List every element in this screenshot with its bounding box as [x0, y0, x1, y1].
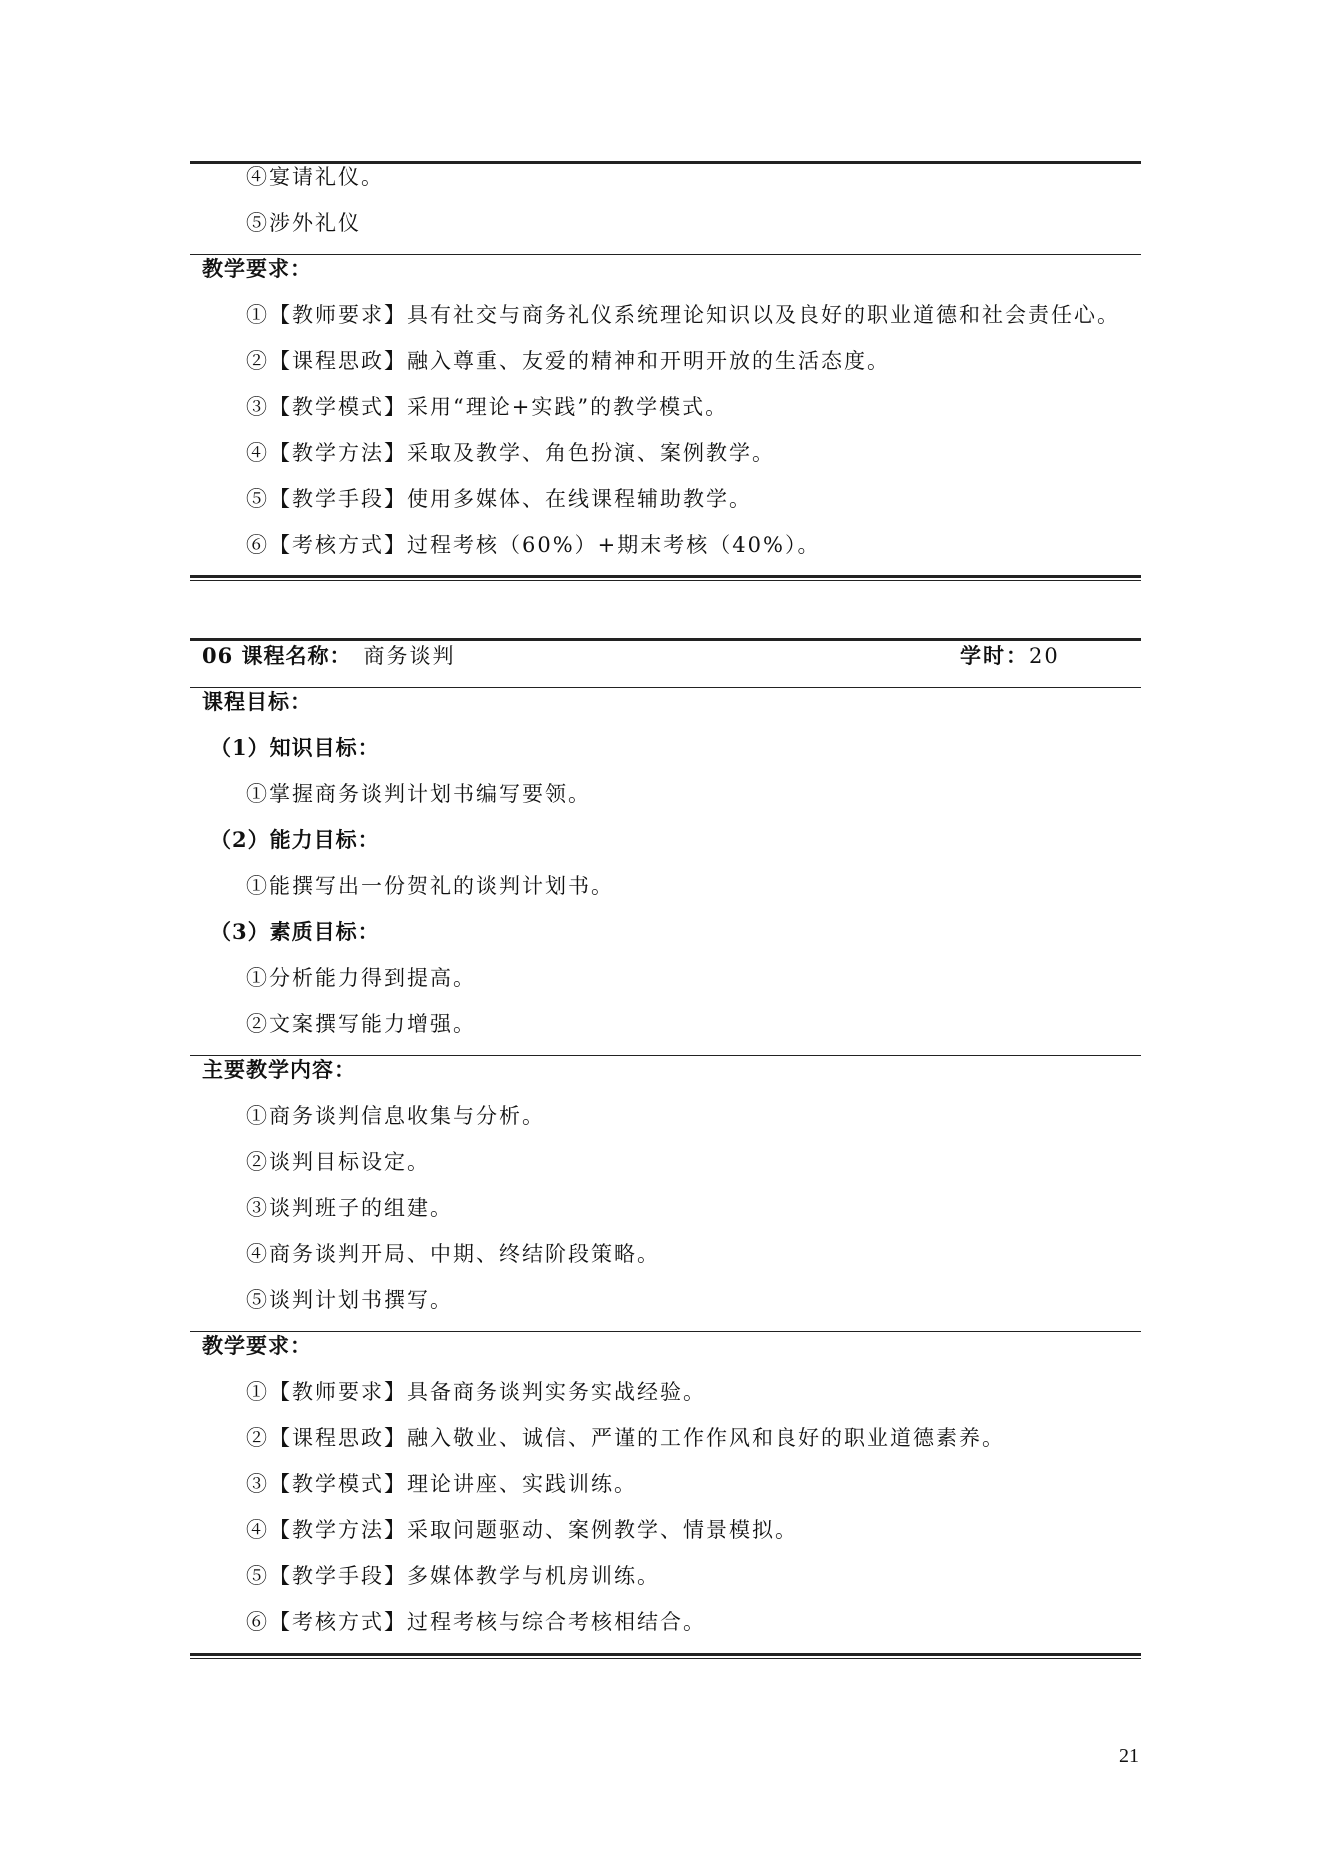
list-item: ⑥【考核方式】过程考核与综合考核相结合。	[246, 1610, 706, 1634]
list-item: ①掌握商务谈判计划书编写要领。	[246, 782, 591, 806]
list-item: ⑤【教学手段】多媒体教学与机房训练。	[246, 1564, 660, 1588]
list-item: ④商务谈判开局、中期、终结阶段策略。	[246, 1242, 660, 1266]
list-item: ②谈判目标设定。	[246, 1150, 430, 1174]
list-item: ③【教学模式】采用“理论+实践”的教学模式。	[246, 395, 729, 419]
course-name-row	[202, 642, 456, 670]
list-item: ⑤【教学手段】使用多媒体、在线课程辅助教学。	[246, 487, 752, 511]
list-item: ④【教学方法】采取及教学、角色扮演、案例教学。	[246, 441, 775, 465]
table-top-rule	[190, 638, 1141, 641]
list-item: ④【教学方法】采取问题驱动、案例教学、情景模拟。	[246, 1518, 798, 1542]
section-divider	[190, 254, 1141, 255]
list-item: ①【教师要求】具有社交与商务礼仪系统理论知识以及良好的职业道德和社会责任心。	[246, 303, 1120, 327]
list-item: ⑤谈判计划书撰写。	[246, 1288, 453, 1312]
section-divider	[190, 1331, 1141, 1332]
list-item: ⑥【考核方式】过程考核（60%）+期末考核（40%）。	[246, 533, 821, 557]
list-item: ①商务谈判信息收集与分析。	[246, 1104, 545, 1128]
page-number: 21	[1119, 1745, 1139, 1767]
list-item: ①能撰写出一份贺礼的谈判计划书。	[246, 874, 614, 898]
list-item: ③【教学模式】理论讲座、实践训练。	[246, 1472, 637, 1496]
list-item: ①分析能力得到提高。	[246, 966, 476, 990]
course-name-label: 06 课程名称：	[202, 643, 352, 668]
list-item: ④宴请礼仪。	[246, 165, 384, 189]
requirements-heading: 教学要求：	[202, 256, 312, 281]
list-item: ③谈判班子的组建。	[246, 1196, 453, 1220]
table-bottom-rule	[190, 575, 1141, 581]
ability-heading: （2）能力目标：	[210, 827, 380, 852]
goals-heading: 课程目标：	[202, 689, 312, 714]
quality-heading: （3）素质目标：	[210, 919, 380, 944]
list-item: ⑤涉外礼仪	[246, 211, 361, 235]
course-hours	[960, 642, 1060, 670]
section-divider	[190, 687, 1141, 688]
table-bottom-rule	[190, 1653, 1141, 1659]
knowledge-heading: （1）知识目标：	[210, 735, 380, 760]
hours-label: 学时：	[960, 643, 1029, 668]
list-item: ②文案撰写能力增强。	[246, 1012, 476, 1036]
course-name: 商务谈判	[363, 644, 456, 668]
list-item: ②【课程思政】融入尊重、友爱的精神和开明开放的生活态度。	[246, 349, 890, 373]
requirements-heading: 教学要求：	[202, 1333, 312, 1358]
list-item: ①【教师要求】具备商务谈判实务实战经验。	[246, 1380, 706, 1404]
list-item: ②【课程思政】融入敬业、诚信、严谨的工作作风和良好的职业道德素养。	[246, 1426, 1005, 1450]
hours-value: 20	[1029, 644, 1060, 668]
content-heading: 主要教学内容：	[202, 1057, 356, 1082]
